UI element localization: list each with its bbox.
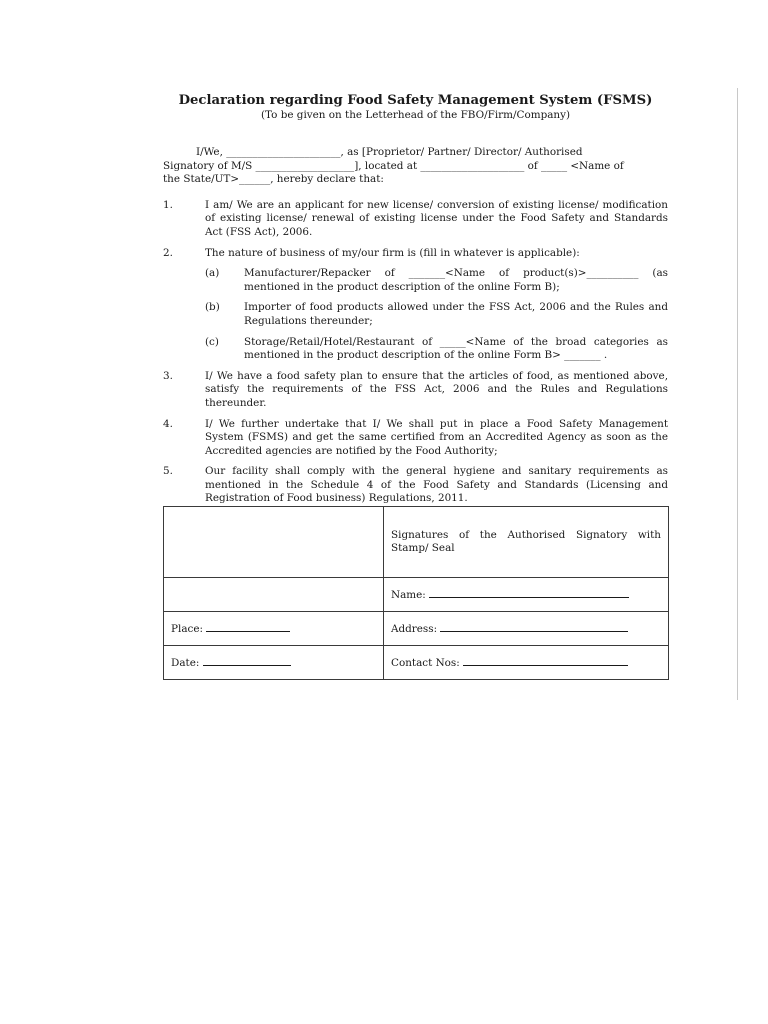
item-text: Our facility shall comply with the general hygiene and sanitary requirements as mentioned in the Schedule 4 of the Food Safety and Standards (Licensing and Registration of Food business) Regulations, 2011. — [205, 465, 668, 505]
place-label: Place: — [171, 622, 203, 635]
name-label: Name: — [391, 588, 426, 601]
sub-item-text: Manufacturer/Repacker of _______<Name of product(s)>__________ (as mentioned in the product description of the online Form B); — [244, 267, 668, 293]
address-blank-line[interactable] — [440, 622, 628, 632]
business-type-c — [205, 336, 668, 363]
address-field[interactable] — [384, 612, 669, 646]
sub-item-text: Storage/Retail/Hotel/Restaurant of _____<Name of the broad categories as mentioned in the product description of the online Form B> _______ . — [244, 335, 668, 362]
intro-line: Signatory of M/S ___________________], located at ____________________ of _____ <Name of — [163, 159, 624, 172]
item-number: 3. — [163, 369, 173, 382]
sub-item-label: (b) — [205, 301, 220, 314]
item-text: I am/ We are an applicant for new license/ conversion of existing license/ modification of existing license/ renewal of existing license under the Food Safety and Standards Act (FSS Act), 2006. — [205, 198, 668, 238]
signature-label: Signatures of the Authorised Signatory with Stamp/ Seal — [391, 529, 661, 554]
declaration-item-4 — [163, 418, 668, 459]
declaration-item-2 — [163, 247, 668, 261]
item-text: The nature of business of my/our firm is (fill in whatever is applicable): — [205, 246, 580, 259]
declaration-item-3 — [163, 370, 668, 411]
business-type-b — [205, 301, 668, 328]
business-type-a — [205, 267, 668, 294]
item-number: 1. — [163, 198, 173, 211]
document-subtitle: (To be given on the Letterhead of the FBO/Firm/Company) — [260, 109, 571, 121]
item-number: 4. — [163, 417, 173, 430]
item-number: 5. — [163, 465, 173, 478]
contact-blank-line[interactable] — [463, 656, 628, 666]
intro-line: the State/UT>______, hereby declare that: — [163, 173, 384, 186]
date-field[interactable] — [164, 646, 384, 680]
contact-label: Contact Nos: — [391, 656, 460, 669]
name-row — [164, 578, 669, 612]
name-field[interactable] — [384, 578, 669, 612]
signature-cell[interactable] — [384, 507, 669, 578]
declaration-document — [163, 93, 668, 513]
item-text: I/ We further undertake that I/ We shall put in place a Food Safety Management System (FSMS) and get the same certified from an Accredited Agency as soon as the Accredited agencies are notified by the Food Authority; — [205, 417, 668, 457]
sub-item-label: (c) — [205, 335, 219, 348]
intro-line: I/We, ______________________, as [Proprietor/ Partner/ Director/ Authorised — [196, 146, 583, 158]
declaration-intro — [163, 146, 668, 187]
blank-cell — [164, 507, 384, 578]
place-field[interactable] — [164, 612, 384, 646]
date-contact-row — [164, 646, 669, 680]
declaration-item-5 — [163, 465, 668, 506]
sub-item-text: Importer of food products allowed under the FSS Act, 2006 and the Rules and Regulations thereunder; — [244, 301, 668, 327]
document-title: Declaration regarding Food Safety Management System (FSMS) — [178, 93, 653, 108]
name-blank-line[interactable] — [429, 588, 629, 598]
place-address-row — [164, 612, 669, 646]
place-blank-line[interactable] — [206, 622, 290, 632]
signature-row — [164, 507, 669, 578]
contact-field[interactable] — [384, 646, 669, 680]
page-edge-line — [737, 88, 738, 700]
item-number: 2. — [163, 246, 173, 259]
date-blank-line[interactable] — [203, 656, 291, 666]
sub-item-label: (a) — [205, 267, 220, 280]
blank-cell — [164, 578, 384, 612]
date-label: Date: — [171, 656, 200, 669]
item-text: I/ We have a food safety plan to ensure that the articles of food, as mentioned above, satisfy the requirements of the FSS Act, 2006 and the Rules and Regulations thereunder. — [205, 369, 668, 409]
address-label: Address: — [391, 622, 438, 635]
declaration-item-1 — [163, 199, 668, 240]
signature-table — [163, 506, 669, 680]
